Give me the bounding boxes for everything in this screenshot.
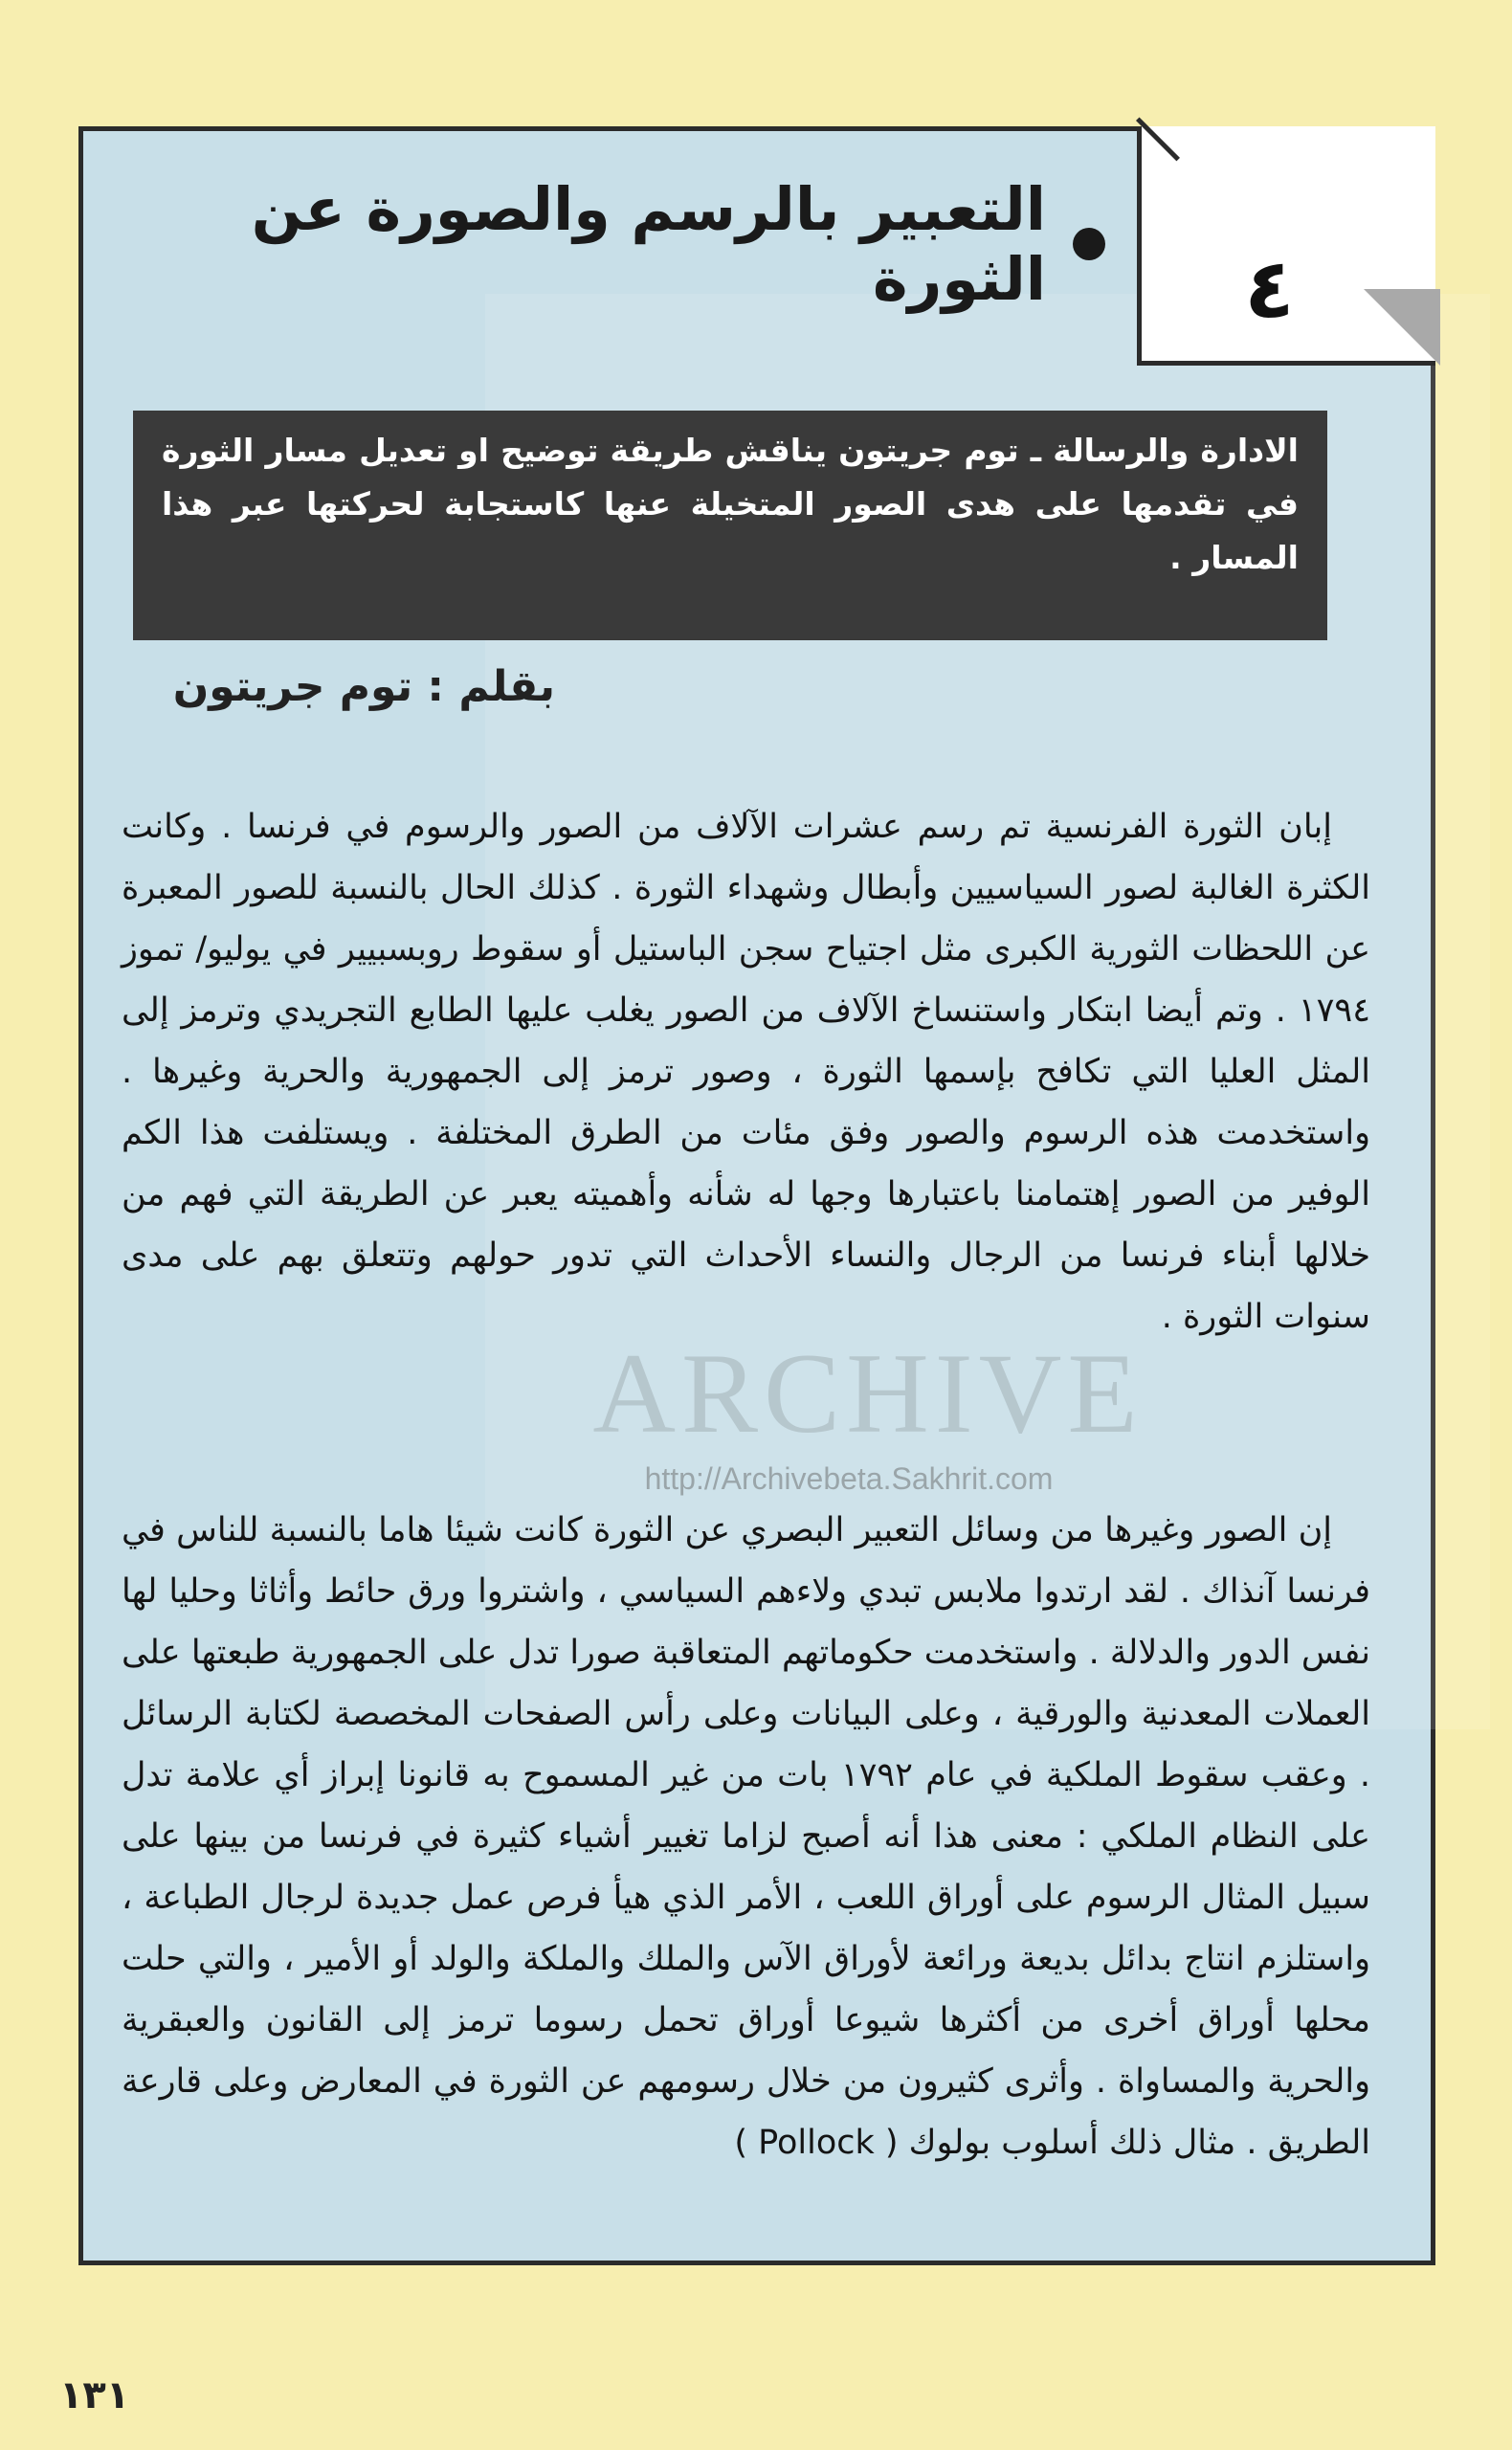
page-fold-icon [1364,289,1440,366]
article-title: التعبير بالرسم والصورة عن الثورة [251,174,1046,314]
body-paragraph-1: إبان الثورة الفرنسية تم رسم عشرات الآلاف من الصور والرسوم في فرنسا . وكانت الكثرة الغالبة لصور السياسيين وأبطال وشهداء الثورة . كذلك الحال بالنسبة للصور المعبرة عن اللحظات الثورية الكبرى مثل اجتياح سجن الباستيل أو سقوط روبسبيير في يوليو/ تموز ١٧٩٤ . وتم أيضا ابتكار واستنساخ الآلاف من الصور يغلب عليها الطابع التجريدي وترمز إلى المثل العليا التي تكافح بإسمها الثورة ، وصور ترمز إلى الجمهورية والحرية وغيرها . واستخدمت هذه الرسوم والصور وفق مئات من الطرق المختلفة . ويستلفت هذا الكم الوفير من الصور إهتمامنا باعتبارها وجها له شأنه وأهميته يعبر عن الطريقة التي فهم من خلالها أبناء فرنسا من الرجال والنساء الأحداث التي تدور حولهم وتتعلق بهم على مدى سنوات الثورة . [122,808,1370,1336]
article-frame [78,126,1435,2265]
corner-diagonal-line [1136,117,1180,161]
summary-box: الادارة والرسالة ـ توم جريتون يناقش طريقة توضيح او تعديل مسار الثورة في تقدمها على هدى الصور المتخيلة عنها كاستجابة لحركتها عبر هذا المسار . [133,411,1327,640]
article-title-row [100,174,1105,314]
body-paragraph-2: إن الصور وغيرها من وسائل التعبير البصري عن الثورة كانت شيئا هاما بالنسبة للناس في فرنسا آنذاك . لقد ارتدوا ملابس تبدي ولاءهم السياسي ، واشتروا ورق حائط وأثاثا وحليا لها نفس الدور والدلالة . واستخدمت حكوماتهم المتعاقبة صورا تدل على الجمهورية طبعتها على العملات المعدنية والورقية ، وعلى البيانات وعلى رأس الصفحات المخصصة لكتابة الرسائل . وعقب سقوط الملكية في عام ١٧٩٢ بات من غير المسموح به قانونا إبراز أي علامة تدل على النظام الملكي : معنى هذا أنه أصبح لزاما تغيير أشياء كثيرة في فرنسا من بينها على سبيل المثال الرسوم على أوراق اللعب ، الأمر الذي هيأ فرص عمل جديدة لرجال الطباعة ، واستلزم انتاج بدائل بديعة ورائعة لأوراق الآس والملك والملكة والولد أو الأمير ، والتي حلت محلها أوراق أخرى من أكثرها شيوعا أوراق تحمل رسوما ترمز إلى القانون والعبقرية والحرية والمساواة . وأثرى كثيرون من خلال رسومهم عن الثورة في المعارض وعلى قارعة الطريق . مثال ذلك أسلوب بولوك ( Pollock ) [122,1511,1371,2162]
bullet-icon [1073,228,1105,260]
page-number: ١٣١ [59,2373,130,2417]
archive-watermark: ARCHIVE [592,1329,1144,1457]
watermark-url: http://Archivebeta.Sakhrit.com [644,1461,1054,1496]
chapter-number: ٤ [1244,241,1295,337]
author-byline: بقلم : توم جريتون [172,662,555,711]
chapter-corner-tab [1137,126,1435,366]
